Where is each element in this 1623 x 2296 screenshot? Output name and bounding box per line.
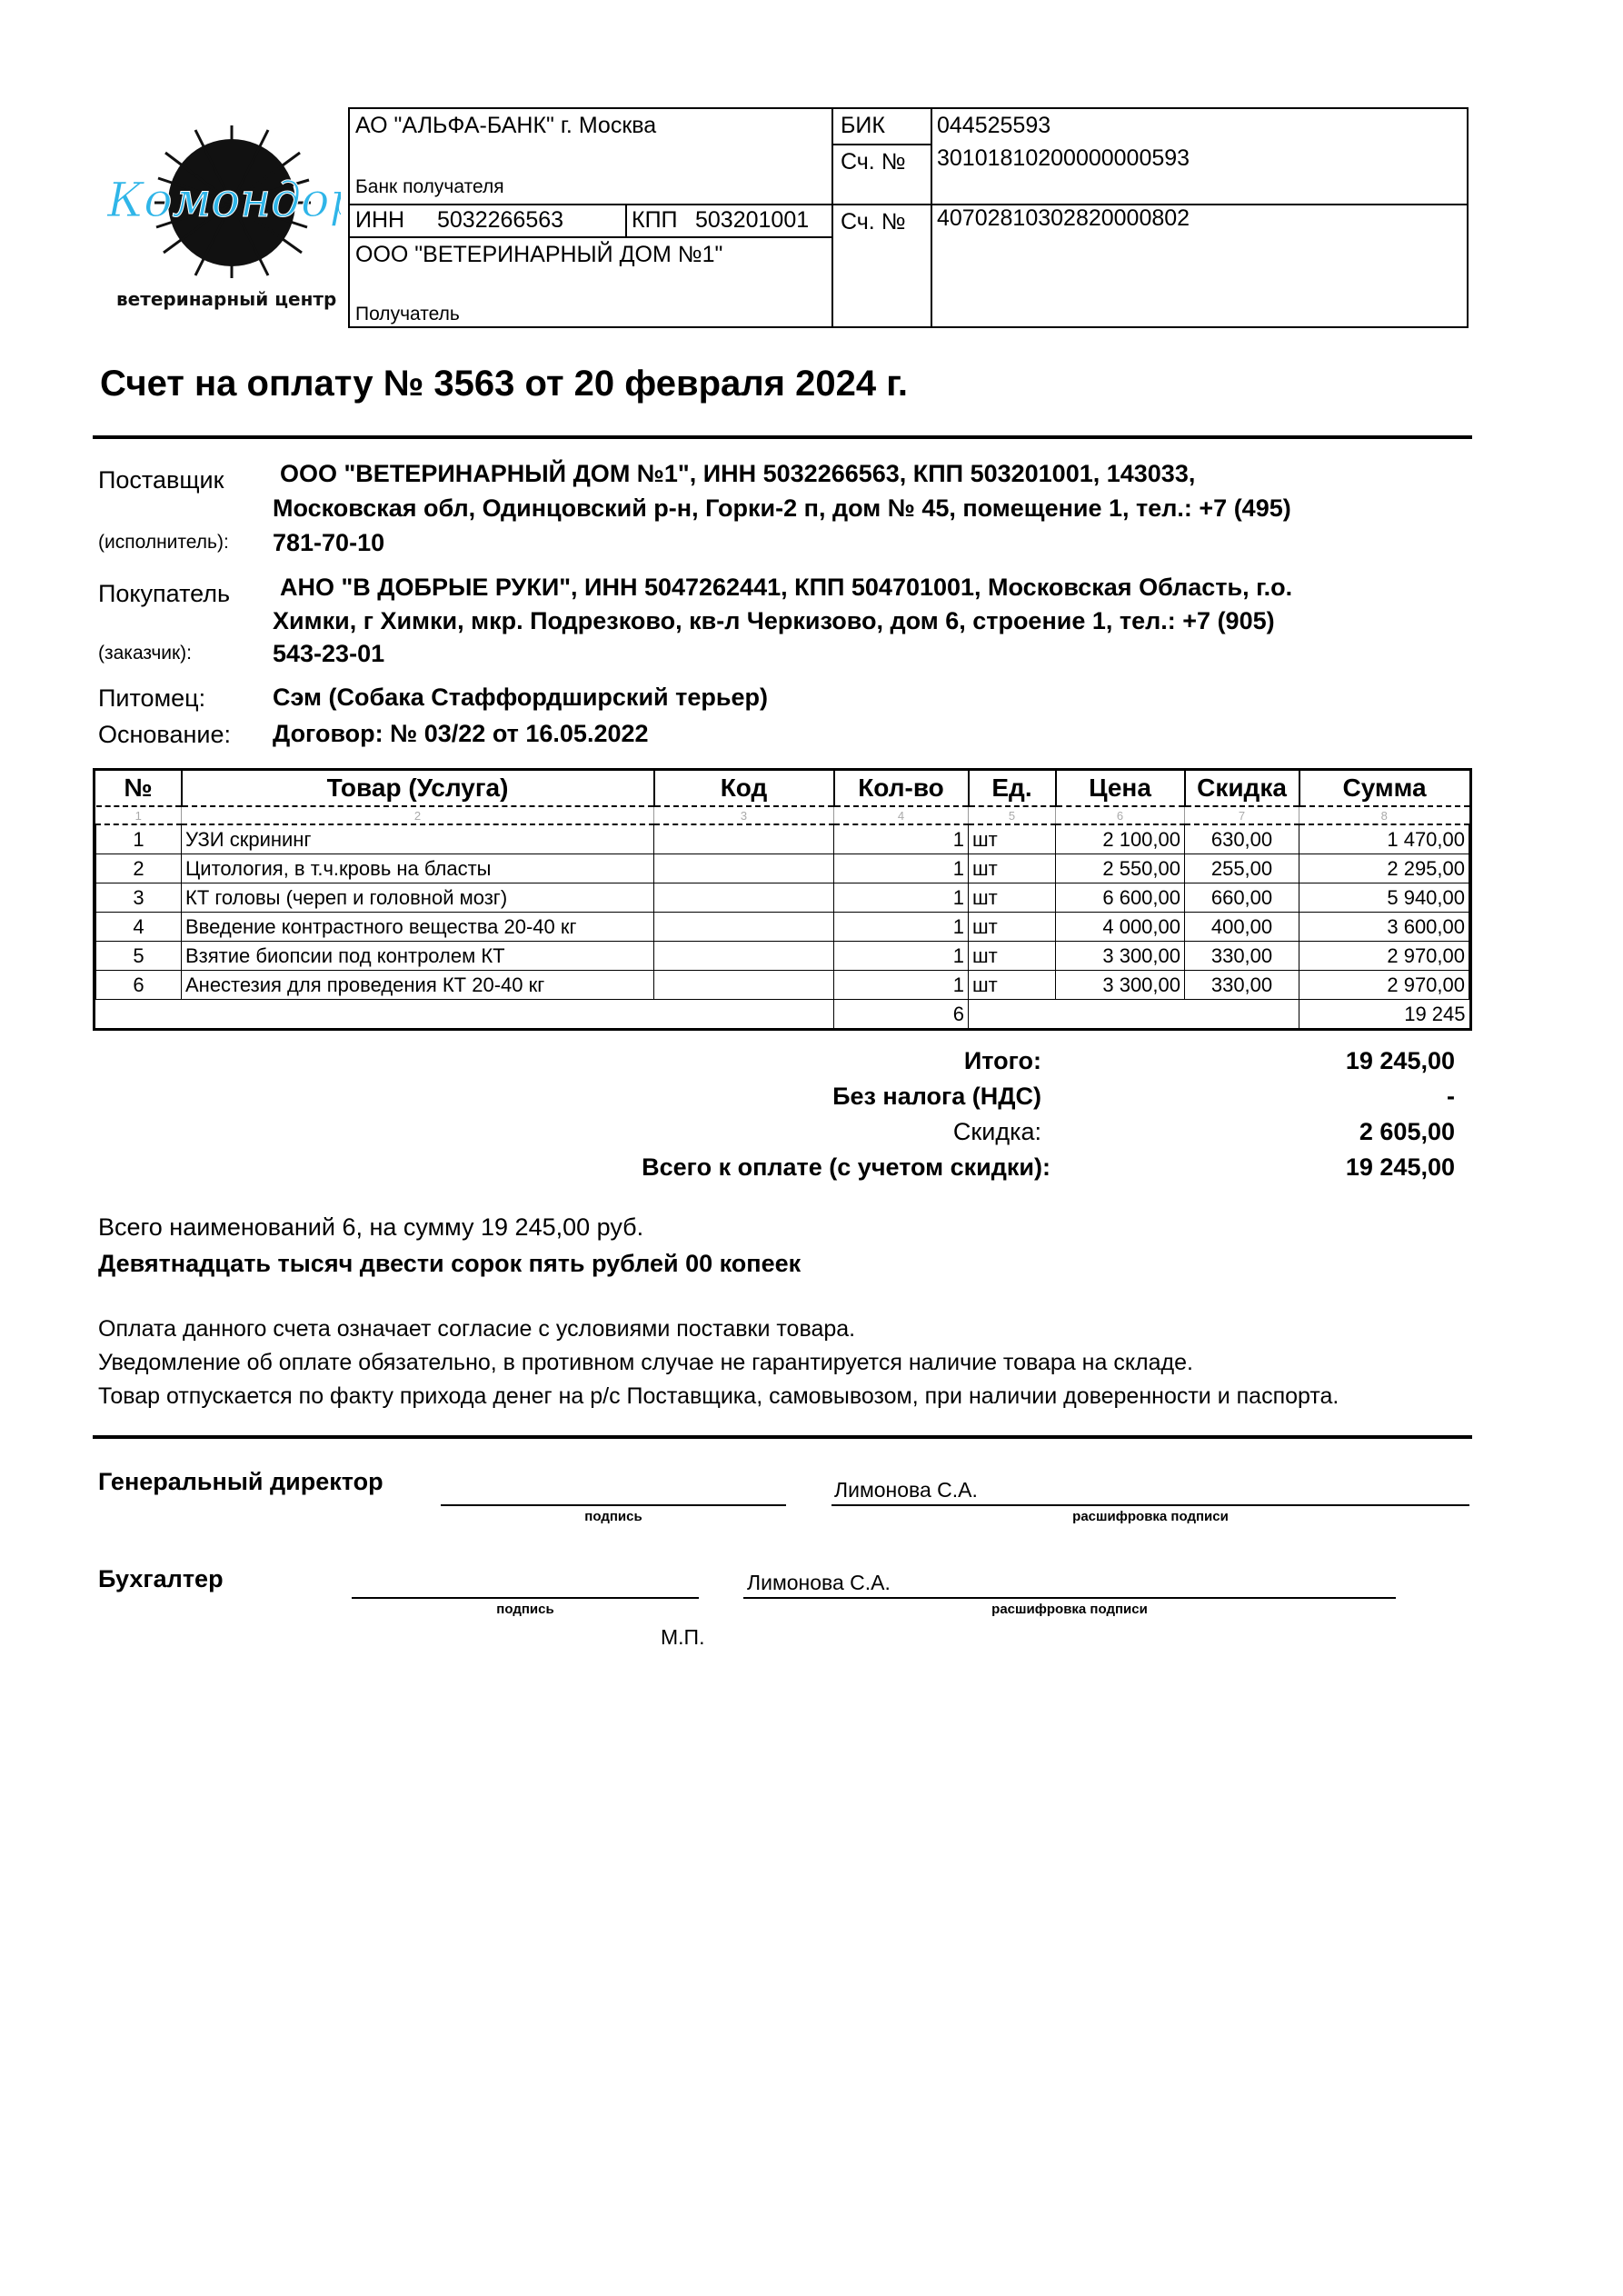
director-decode-caption: расшифровка подписи [1072,1509,1229,1524]
accountant-decode-caption: расшифровка подписи [991,1602,1148,1617]
director-sign-caption: подпись [584,1509,642,1524]
row-price: 4 000,00 [1056,913,1185,942]
logo-tagline: ветеринарный центр [116,288,337,310]
row-qty: 1 [834,883,969,913]
buyer-sublabel: (заказчик): [98,643,193,664]
row-number: 1 [96,824,182,854]
notes-divider [93,1435,1472,1439]
grand-total-label: Всего к оплате (с учетом скидки): [642,1153,1050,1181]
table-row [96,913,1469,942]
row-discount: 400,00 [1185,913,1299,942]
accountant-signature-line [352,1597,699,1599]
row-price: 2 100,00 [1056,824,1185,854]
row-unit: шт [969,971,1056,1000]
note-line: Оплата данного счета означает согласие с условиями поставки товара. [98,1316,856,1342]
col-header-qty: Кол-во [834,771,969,806]
basis-label: Основание: [98,721,231,748]
total-sum: 19 245 [1299,1000,1469,1029]
row-item: КТ головы (череп и головной мозг) [182,883,654,913]
row-qty: 1 [834,824,969,854]
col-number: 2 [182,806,654,824]
row-sum: 3 600,00 [1299,913,1469,942]
col-header-number: № [96,771,182,806]
row-number: 3 [96,883,182,913]
row-price: 3 300,00 [1056,971,1185,1000]
director-name: Лимонова С.А. [834,1478,978,1502]
bank-name: АО "АЛЬФА-БАНК" г. Москва [355,113,657,138]
inn-label: ИНН [355,207,405,233]
stamp-place: М.П. [661,1625,705,1649]
corr-account-label: Сч. № [841,149,906,175]
bik-value: 044525593 [937,113,1051,138]
col-header-item: Товар (Услуга) [182,771,654,806]
inn-value: 5032266563 [437,207,564,233]
title-divider [93,435,1472,439]
row-unit: шт [969,913,1056,942]
accountant-label: Бухгалтер [98,1565,224,1592]
col-header-sum: Сумма [1342,774,1427,802]
account-label: Сч. № [841,209,906,235]
accountant-name-line [743,1597,1396,1599]
itogo-value: 19 245,00 [1345,1047,1455,1074]
row-sum: 5 940,00 [1299,883,1469,913]
kpp-value: 503201001 [695,207,810,233]
row-number: 4 [96,913,182,942]
row-code [654,913,834,942]
row-unit: шт [969,824,1056,854]
row-item: Введение контрастного вещества 20-40 кг [182,913,654,942]
logo-graphic [100,116,341,316]
row-code [654,971,834,1000]
row-code [654,942,834,971]
itogo-label: Итого: [963,1047,1041,1074]
row-price: 2 550,00 [1056,854,1185,883]
column-number-row [96,806,1469,824]
director-label: Генеральный директор [98,1468,383,1495]
logo-name: Комондор [107,174,341,228]
buyer-label: Покупатель [98,580,231,607]
row-number: 5 [96,942,182,971]
row-sum: 2 970,00 [1299,942,1469,971]
discount-value: 2 605,00 [1359,1118,1455,1145]
buyer-line-3: 543-23-01 [273,640,385,667]
row-discount: 330,00 [1185,942,1299,971]
page-title: Счет на оплату № 3563 от 20 февраля 2024 г. [100,364,908,404]
row-price: 3 300,00 [1056,942,1185,971]
row-discount: 330,00 [1185,971,1299,1000]
row-unit: шт [969,883,1056,913]
col-number: 1 [96,806,182,824]
note-line: Уведомление об оплате обязательно, в противном случае не гарантируется наличие товара на складе. [98,1350,1193,1375]
col-number: 3 [654,806,834,824]
col-number: 8 [1299,806,1469,824]
bik-label: БИК [841,113,885,138]
col-header-unit: Ед. [969,771,1056,806]
recipient-name: ООО "ВЕТЕРИНАРНЫЙ ДОМ №1" [355,242,723,267]
director-signature-line [441,1504,786,1506]
row-unit: шт [969,942,1056,971]
buyer-line-1: АНО "В ДОБРЫЕ РУКИ", ИНН 5047262441, КПП 504701001, Московская Область, г.о. [280,574,1293,601]
row-discount: 660,00 [1185,883,1299,913]
row-number: 2 [96,854,182,883]
row-qty: 1 [834,913,969,942]
table-row [96,942,1469,971]
row-code [654,854,834,883]
row-price: 6 600,00 [1056,883,1185,913]
table-header-row [96,771,1469,806]
col-number: 5 [969,806,1056,824]
row-unit: шт [969,854,1056,883]
row-number: 6 [96,971,182,1000]
row-qty: 1 [834,942,969,971]
row-item: Взятие биопсии под контролем КТ [182,942,654,971]
company-logo [100,116,341,316]
row-item: Цитология, в т.ч.кровь на бласты [182,854,654,883]
buyer-line-2: Химки, г Химки, мкр. Подрезково, кв-л Черкизово, дом 6, строение 1, тел.: +7 (905) [273,607,1275,634]
col-number: 4 [834,806,969,824]
grand-total-value: 19 245,00 [1345,1153,1455,1181]
table-row [96,824,1469,854]
pet-label: Питомец: [98,684,206,712]
recipient-label: Получатель [355,304,460,324]
row-code [654,883,834,913]
total-qty: 6 [834,1000,969,1029]
nds-label: Без налога (НДС) [832,1083,1041,1110]
table-row [96,883,1469,913]
nds-value: - [1447,1083,1455,1110]
row-discount: 630,00 [1185,824,1299,854]
pet-value: Сэм (Собака Стаффордширский терьер) [273,684,768,711]
row-qty: 1 [834,971,969,1000]
row-sum: 1 470,00 [1299,824,1469,854]
col-header-discount: Скидка [1185,771,1299,806]
row-code [654,824,834,854]
col-number: 7 [1185,806,1299,824]
table-total-row [96,1000,1469,1029]
supplier-sublabel: (исполнитель): [98,532,229,553]
discount-label: Скидка: [952,1118,1041,1145]
items-count-line: Всего наименований 6, на сумму 19 245,00 руб. [98,1213,644,1241]
row-sum: 2 295,00 [1299,854,1469,883]
row-item: УЗИ скрининг [182,824,654,854]
supplier-line-2: Московская обл, Одинцовский р-н, Горки-2 п, дом № 45, помещение 1, тел.: +7 (495) [273,494,1291,522]
director-name-line [831,1504,1469,1506]
row-item: Анестезия для проведения КТ 20-40 кг [182,971,654,1000]
row-qty: 1 [834,854,969,883]
account-value: 40702810302820000802 [937,205,1190,231]
table-row [96,854,1469,883]
note-line: Товар отпускается по факту прихода денег на р/с Поставщика, самовывозом, при наличии доверенности и паспорта. [98,1383,1339,1409]
row-discount: 255,00 [1185,854,1299,883]
corr-account-value: 30101810200000000593 [937,145,1190,171]
amount-in-words: Девятнадцать тысяч двести сорок пять рублей 00 копеек [98,1250,802,1277]
col-header-code: Код [654,771,834,806]
supplier-line-1: ООО "ВЕТЕРИНАРНЫЙ ДОМ №1", ИНН 5032266563, КПП 503201001, 143033, [280,460,1196,487]
bank-details-table [348,107,1469,328]
supplier-line-3: 781-70-10 [273,529,385,556]
bank-label: Банк получателя [355,176,504,197]
row-sum: 2 970,00 [1299,971,1469,1000]
col-number: 6 [1056,806,1185,824]
col-header-price: Цена [1056,771,1185,806]
accountant-name: Лимонова С.А. [747,1571,891,1594]
basis-value: Договор: № 03/22 от 16.05.2022 [273,720,649,747]
supplier-label: Поставщик [98,466,224,494]
items-table [93,768,1472,1031]
kpp-label: КПП [632,207,678,233]
table-row [96,971,1469,1000]
accountant-sign-caption: подпись [496,1602,554,1617]
